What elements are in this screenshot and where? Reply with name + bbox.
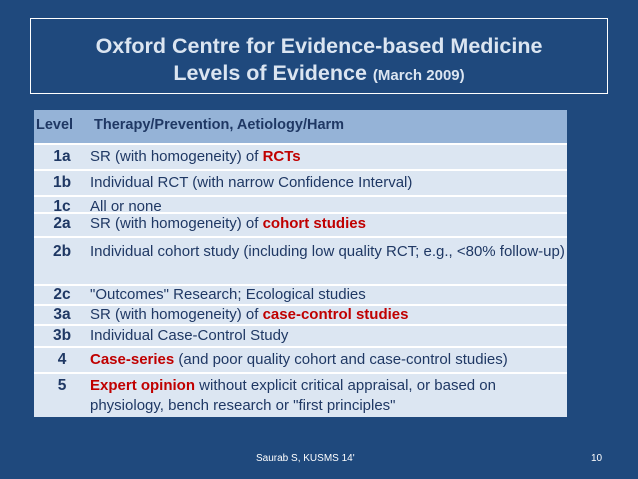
page-number: 10 [591,453,603,464]
table-header [34,110,567,145]
row-emphasis: Case-series [90,351,175,368]
row-description: Expert opinion without explicit critical appraisal, or based on physiology, bench research or "first principles" [90,377,496,414]
table-row [34,171,567,197]
row-description: Individual Case-Control Study [90,327,289,344]
row-level: 4 [57,351,67,368]
table-row [34,286,567,306]
footer-credit: Saurab S, KUSMS 14' [256,453,355,464]
row-level: 2c [53,286,71,303]
row-level: 1b [52,174,72,191]
table-row [34,306,567,326]
row-emphasis: RCTs [262,148,301,165]
table-row [34,145,567,171]
title-line-1: Oxford Centre for Evidence-based Medicine [95,34,543,58]
title-date: (March 2009) [372,67,465,84]
row-description: SR (with homogeneity) of RCTs [90,148,301,165]
table-row [34,326,567,348]
row-emphasis: Expert opinion [90,377,195,394]
title-box [30,18,608,94]
row-level: 2b [52,243,72,260]
header-therapy: Therapy/Prevention, Aetiology/Harm [94,117,345,133]
row-level: 1a [53,148,71,165]
row-level: 1c [53,198,71,215]
title-line-2 [31,60,607,89]
row-description: Individual RCT (with narrow Confidence Interval) [90,174,413,191]
row-level: 3a [53,306,71,323]
row-description: "Outcomes" Research; Ecological studies [90,286,366,303]
row-emphasis: cohort studies [262,215,366,232]
evidence-table [34,110,567,417]
header-level: Level [36,117,74,133]
row-description: Individual cohort study (including low quality RCT; e.g., <80% follow-up) [90,243,565,260]
table-row [34,197,567,214]
title-levels: Levels of Evidence [173,61,367,85]
row-level: 5 [57,377,67,394]
table-row [34,348,567,374]
table-row [34,214,567,238]
row-description: SR (with homogeneity) of case-control studies [90,306,409,323]
row-description: Case-series (and poor quality cohort and case-control studies) [90,351,508,368]
table-row [34,238,567,286]
row-description: All or none [90,198,162,215]
row-level: 2a [53,215,71,232]
row-description: SR (with homogeneity) of cohort studies [90,215,366,232]
row-level: 3b [52,327,72,344]
table-row [34,374,567,417]
row-emphasis: case-control studies [262,306,409,323]
